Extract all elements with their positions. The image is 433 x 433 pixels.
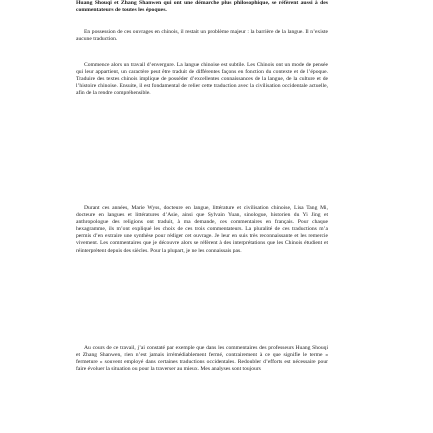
paragraph-translation-work: Commence alors un travail d’envergure. La langue chinoise est subtile. Les Chinois ont un mode de pensée qui leur appartient, un caractère peut être traduit de différentes façons en fonction du contexte et de l’époque. Traduire des textes chinois implique de posséder d’excellentes connaissances de la langue, de la culture et de l’histoire chinoise. Ensuite, il est fondamental de relier cette traduction avec la civilisation occidentale actuelle, afin de la rendre compréhensible. xyxy=(76,62,328,97)
paragraph-observations: Au cours de ce travail, j’ai constaté par exemple que dans les commentaires des professeurs Huang Shouqi et Zhang Shanwen, rien n’est jamais irrémédiablement fermé, contrairement à ce que signifie le terme « fermeture » souvent employé dans certaines traductions occidentales. Redoubler d’efforts est nécessaire pour faire évoluer la situation ou pour la traverser au mieux. Mes analyses sont toujours xyxy=(76,345,328,373)
paragraph-intro: Huang Shouqi et Zhang Shanwen qui ont une démarche plus philosophique, se réfèrent aussi à des commentateurs de toutes les époques. xyxy=(76,0,328,13)
paragraph-translators: Durant ces années, Marie Wyss, docteure en langue, littérature et civilisation chinoise, Lisa Tang Mi, docteure en langues et littératures d’Asie, ainsi que Sylvain Yuan, sinologue, historien du Yi Jing et anthropologue des religions ont traduit, à ma demande, ces commentaires en français. Pour chaque hexagramme, ils m’ont expliqué les choix de ces trois commentateurs. La pluralité de ces traductions m’a permis d’en extraire une synthèse pour rédiger cet ouvrage. Je leur en suis très reconnaissante et les remercie vivement. Les commentaires que je découvre alors se réfèrent à des interprétations que les Chinois étudient et réinterprètent depuis des siècles. Pour la plupart, je ne les connaissais pas. xyxy=(76,205,328,254)
paragraph-language-barrier: En possession de ces ouvrages en chinois, il restait un problème majeur : la barrière de la langue. Il n’existe aucune traduction. xyxy=(76,29,328,43)
